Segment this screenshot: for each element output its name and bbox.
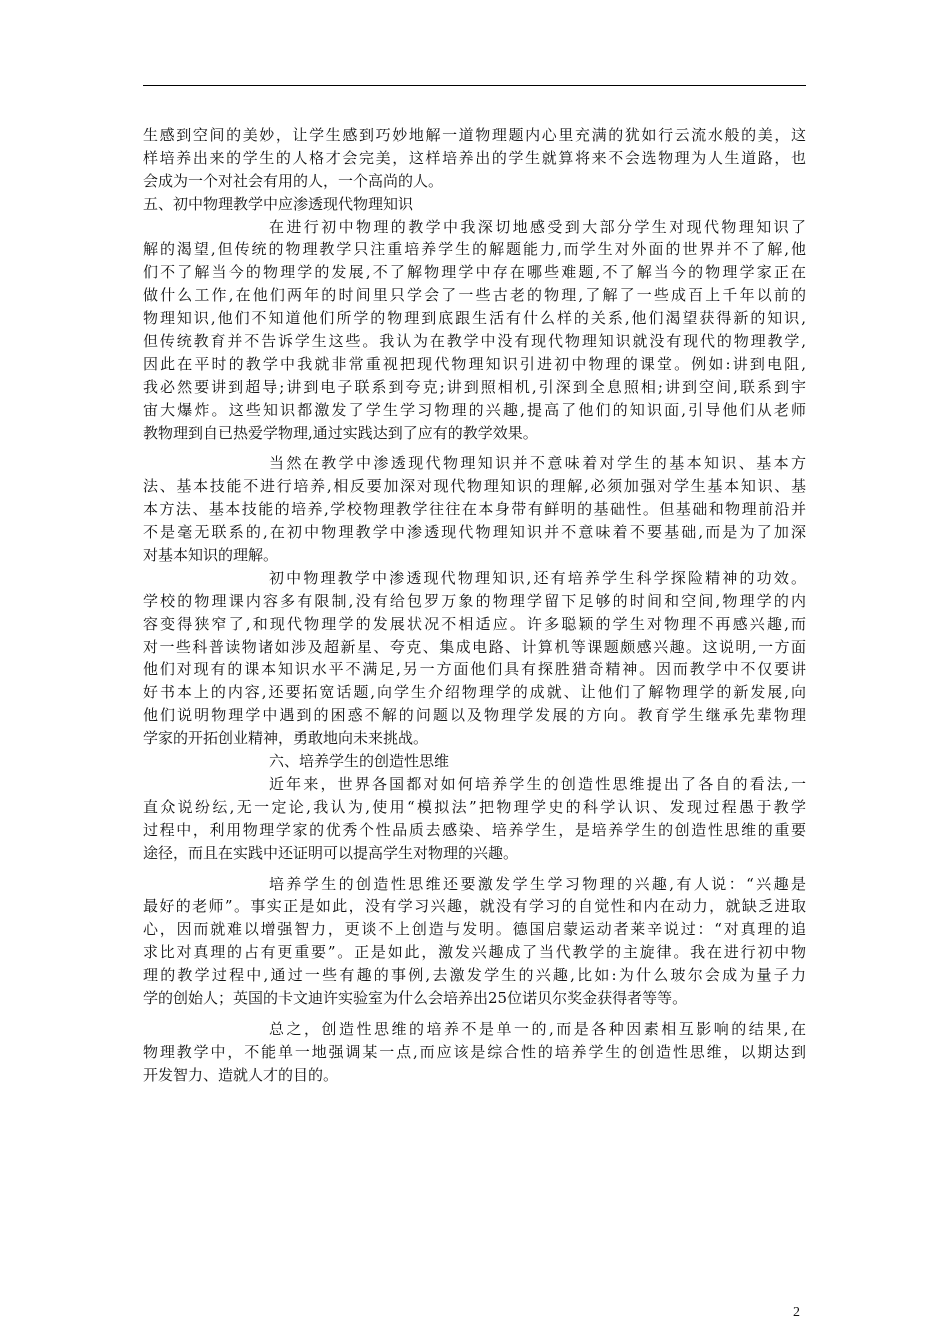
text-line: 物理教学中，不能单一地强调某一点,而应该是综合性的培养学生的创造性思维，以期达到 xyxy=(143,1042,806,1061)
text-line: 教物理到自已热爱学物理,通过实践达到了应有的教学效果。 xyxy=(143,423,538,442)
text-line: 会成为一个对社会有用的人，一个高尚的人。 xyxy=(143,171,444,190)
text-line: 初中物理教学中渗透现代物理知识,还有培养学生科学探险精神的功效。 xyxy=(269,568,806,587)
text-line: 开发智力、造就人才的目的。 xyxy=(143,1065,339,1084)
text-line: 宙大爆炸。这些知识都激发了学生学习物理的兴趣,提高了他们的知识面,引导他们从老师 xyxy=(143,400,806,419)
text-line: 对基本知识的理解。 xyxy=(143,546,279,565)
text-line: 学家的开拓创业精神，勇敢地向未来挑战。 xyxy=(143,729,429,748)
text-line: 求比对真理的占有更重要”。正是如此，激发兴趣成了当代教学的主旋律。我在进行初中物 xyxy=(143,943,806,962)
text-line: 们不了解当今的物理学的发展,不了解物理学中存在哪些难题,不了解当今的物理学家正在 xyxy=(143,263,806,282)
text-line: 我必然要讲到超导;讲到电子联系到夸克;讲到照相机,引深到全息照相;讲到空间,联系到宇 xyxy=(143,377,806,396)
text-line: 心，因而就难以增强智力，更谈不上创造与发明。德国启蒙运动者莱辛说过：“对真理的追 xyxy=(143,920,806,939)
document-body xyxy=(143,124,806,1087)
text-line: 不是毫无联系的,在初中物理教学中渗透现代物理知识并不意味着不要基础,而是为了加深 xyxy=(143,523,806,542)
header-rule xyxy=(143,85,806,86)
text-line: 途径，而且在实践中还证明可以提高学生对物理的兴趣。 xyxy=(143,843,519,862)
text-line: 生感到空间的美妙，让学生感到巧妙地解一道物理题内心里充满的犹如行云流水般的美，这 xyxy=(143,126,806,144)
text-line: 对一些科普读物诸如涉及超新星、夸克、集成电路、计算机等课题颇感兴趣。这说明,一方面 xyxy=(143,637,806,656)
text-line: 直众说纷纭,无一定论,我认为,使用“模拟法”把物理学史的科学认识、发现过程愚于教学 xyxy=(143,797,806,816)
text-line: 他们对现有的课本知识水平不满足,另一方面他们具有探胜猎奇精神。因而教学中不仅要讲 xyxy=(143,660,806,679)
text-line: 当然在教学中渗透现代物理知识并不意味着对学生的基本知识、基本方 xyxy=(269,454,806,473)
text-line: 学校的物理课内容多有限制,没有给包罗万象的物理学留下足够的时间和空间,物理学的内 xyxy=(143,591,806,610)
text-line: 解的渴望,但传统的物理教学只注重培养学生的解题能力,而学生对外面的世界并不了解,他 xyxy=(143,240,806,259)
text-line: 法、基本技能不进行培养,相反要加深对现代物理知识的理解,必须加强对学生基本知识、基 xyxy=(143,477,806,496)
text-line: 因此在平时的教学中我就非常重视把现代物理知识引进初中物理的课堂。例如:讲到电阻, xyxy=(143,354,806,373)
text-line: 但传统教育并不告诉学生这些。我认为在教学中没有现代物理知识就没有现代的物理教学, xyxy=(143,332,806,351)
text-line: 学的创始人；英国的卡文迪许实验室为什么会培养出25位诺贝尔奖金获得者等等。 xyxy=(143,988,688,1007)
text-line: 最好的老师”。事实正是如此，没有学习兴趣，就没有学习的自觉性和内在动力，就缺乏进取 xyxy=(143,897,806,916)
text-line: 容变得狭窄了,和现代物理学的发展状况不相适应。许多聪颖的学生对物理不再感兴趣,而 xyxy=(143,614,806,633)
text-line: 做什么工作,在他们两年的时间里只学会了一些古老的物理,了解了一些成百上千年以前的 xyxy=(143,286,806,305)
text-line: 近年来，世界各国都对如何培养学生的创造性思维提出了各自的看法,一 xyxy=(269,774,806,793)
text-line: 六、培养学生的创造性思维 xyxy=(269,752,450,771)
text-line: 好书本上的内容,还要拓宽话题,向学生介绍物理学的成就、让他们了解物理学的新发展,向 xyxy=(143,683,806,702)
text-line: 在进行初中物理的教学中我深切地感受到大部分学生对现代物理知识了 xyxy=(269,217,806,236)
text-line: 物理知识,他们不知道他们所学的物理到底跟生活有什么样的关系,他们渴望获得新的知识, xyxy=(143,309,806,328)
text-line: 他们说明物理学中遇到的困惑不解的问题以及物理学发展的方向。教育学生继承先辈物理 xyxy=(143,706,806,725)
text-line: 过程中，利用物理学家的优秀个性品质去感染、培养学生，是培养学生的创造性思维的重要 xyxy=(143,820,806,839)
text-line: 培养学生的创造性思维还要激发学生学习物理的兴趣,有人说：“兴趣是 xyxy=(269,874,806,893)
text-line: 五、初中物理教学中应渗透现代物理知识 xyxy=(143,194,414,213)
text-line: 本方法、基本技能的培养,学校物理教学往往在本身带有鲜明的基础性。但基础和物理前沿并 xyxy=(143,500,806,519)
text-line: 理的教学过程中,通过一些有趣的事例,去激发学生的兴趣,比如:为什么玻尔会成为量子力 xyxy=(143,966,806,985)
page-number: 2 xyxy=(793,1305,800,1320)
text-line: 总之，创造性思维的培养不是单一的,而是各种因素相互影响的结果,在 xyxy=(269,1019,806,1038)
text-line: 样培养出来的学生的人格才会完美，这样培养出的学生就算将来不会选物理为人生道路，也 xyxy=(143,148,806,167)
